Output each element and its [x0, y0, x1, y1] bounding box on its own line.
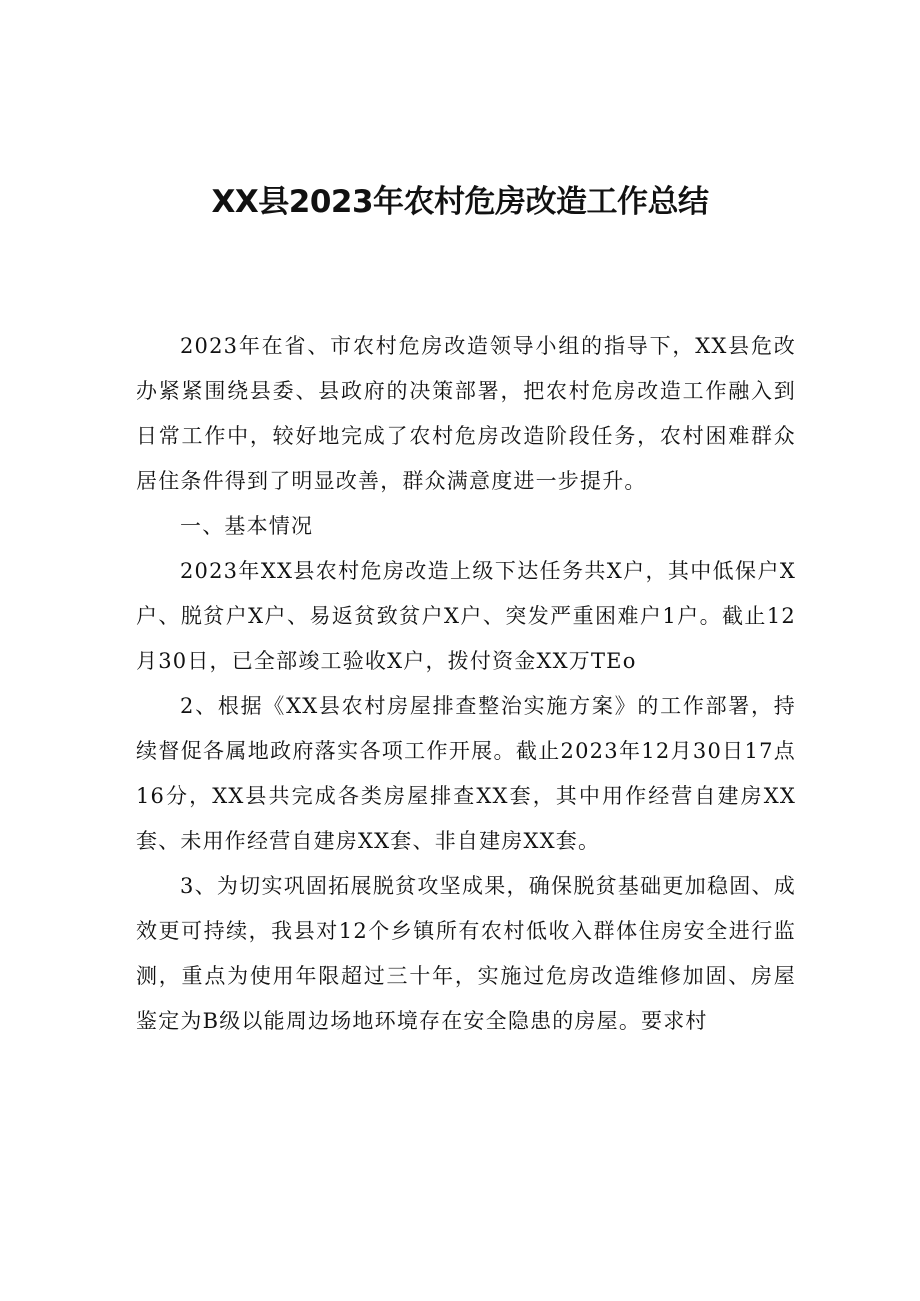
paragraph-intro: 2023年在省、市农村危房改造领导小组的指导下，XX县危改办紧紧围绕县委、县政府的决策部署，把农村危房改造工作融入到日常工作中，较好地完成了农村危房改造阶段任务，农村困难群众居住条件得到了明显改善，群众满意度进一步提升。 — [136, 334, 796, 493]
document-title: XX县2023年农村危房改造工作总结 — [211, 184, 709, 220]
section-heading-basic-situation: 一、基本情况 — [180, 514, 314, 538]
paragraph-housing-monitoring: 3、为切实巩固拓展脱贫攻坚成果，确保脱贫基础更加稳固、成效更可持续，我县对12个乡镇所有农村低收入群体住房安全进行监测，重点为使用年限超过三十年，实施过危房改造维修加固、房屋鉴定为B级以能周边场地环境存在安全隐患的房屋。要求村 — [136, 874, 796, 1033]
paragraph-house-inspection: 2、根据《XX县农村房屋排查整治实施方案》的工作部署，持续督促各属地政府落实各项工作开展。截止2023年12月30日17点16分，XX县共完成各类房屋排查XX套，其中用作经营自建房XX套、未用作经营自建房XX套、非自建房XX套。 — [136, 694, 796, 853]
paragraph-task-summary: 2023年XX县农村危房改造上级下达任务共X户，其中低保户X户、脱贫户X户、易返贫致贫户X户、突发严重困难户1户。截止12月30日，已全部竣工验收X户，拨付资金XX万TEo — [136, 559, 796, 673]
document-body — [136, 324, 796, 1044]
